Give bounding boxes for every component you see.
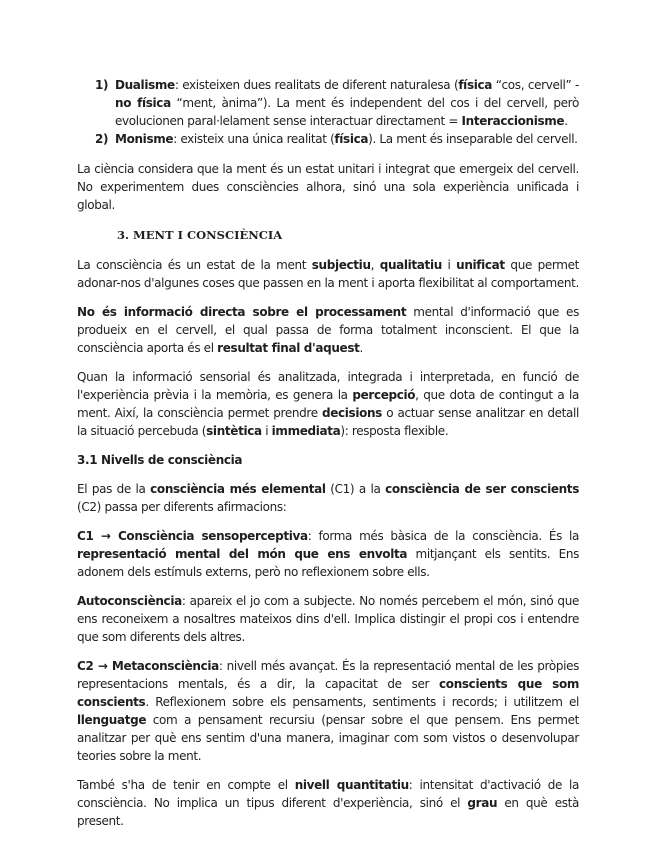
bold-text: grau <box>467 796 498 810</box>
text: i <box>261 424 272 438</box>
theories-list <box>77 76 579 148</box>
list-item-dualisme <box>95 76 579 130</box>
list-item-monisme <box>95 130 579 148</box>
bold-text: conscients que som conscients <box>77 677 579 709</box>
bold-text: No és informació directa sobre el processament <box>77 305 407 319</box>
text: . <box>359 341 363 355</box>
subsection-title: 3.1 Nivells de consciència <box>77 453 243 467</box>
bold-text: llenguatge <box>77 713 147 727</box>
text: El pas de la <box>77 482 151 496</box>
text: : apareix el jo com a subjecte. No només percebem el món, sinó que ens reconeixem a nosaltres mateixos dins d'ell. Implica distingir el propi cos i entendre que som diferents dels altres. <box>77 594 579 644</box>
bold-text: C1 → Consciència sensoperceptiva <box>77 529 308 543</box>
text: : existeix una única realitat ( <box>173 132 335 146</box>
paragraph <box>77 368 579 440</box>
bold-text: immediata <box>271 424 341 438</box>
text: : nivell més avançat. És la representació mental de les pròpies representacions mentals, és a dir, la capacitat de ser <box>77 659 579 691</box>
bold-text: física <box>334 132 369 146</box>
bold-text: sintètica <box>206 424 262 438</box>
intro-paragraph: La ciència considera que la ment és un estat unitari i integrat que emergeix del cervell. No experimentem dues consciències alhora, sinó una sola experiència unificada i global. <box>77 162 579 212</box>
text: : existeixen dues realitats de diferent naturalesa ( <box>174 78 459 92</box>
text: o actuar sense analitzar en detall la situació percebuda ( <box>77 406 580 438</box>
bold-text: Interaccionisme <box>461 114 565 128</box>
bold-text: física <box>458 78 493 92</box>
bold-text: decisions <box>321 406 382 420</box>
text: , <box>370 258 380 272</box>
paragraph-c1 <box>77 527 579 581</box>
text: mental d'informació que es produeix en el cervell, el qual passa de forma totalment inconscient. El que la consciència aporta és el <box>77 305 579 355</box>
text: “ment, ànima”). La ment és independent del cos i del cervell, però evolucionen paral·lelament sense interactuar directament = <box>115 96 579 128</box>
text: ). La ment és inseparable del cervell. <box>368 132 578 146</box>
paragraph <box>77 256 579 292</box>
text: , que dota de contingut a la ment. Així, la consciència permet prendre <box>77 388 580 420</box>
bold-text: representació mental del món que ens envolta <box>77 547 408 561</box>
text: . <box>564 114 568 128</box>
list-number: 1) <box>95 78 109 92</box>
text: També s'ha de tenir en compte el <box>77 778 295 792</box>
paragraph-c2 <box>77 657 579 765</box>
bold-text: C2 → Metaconsciència <box>77 659 219 673</box>
bold-text: no física <box>115 96 171 110</box>
bold-text: Autoconsciència <box>77 594 182 608</box>
paragraph <box>77 480 579 516</box>
text: (C1) a la <box>325 482 386 496</box>
bold-text: resultat final d'aquest <box>217 341 360 355</box>
paragraph-autoconsciencia <box>77 592 579 646</box>
text: ): resposta flexible. <box>340 424 449 438</box>
bold-text: qualitatiu <box>379 258 442 272</box>
text: La consciència és un estat de la ment <box>77 258 312 272</box>
bold-text: nivell quantitatiu <box>294 778 409 792</box>
section-title: 3. MENT I CONSCIÈNCIA <box>117 228 283 242</box>
text: Quan la informació sensorial és analitzada, integrada i interpretada, en funció de l'experiència prèvia i la memòria, es genera la <box>77 370 579 402</box>
text: i <box>441 258 457 272</box>
text: : forma més bàsica de la consciència. És la <box>307 529 580 543</box>
list-number: 2) <box>95 132 109 146</box>
term-monisme: Monisme <box>115 132 174 146</box>
text: mitjançant els sentits. Ens adonem dels estímuls externs, però no reflexionem sobre ells. <box>77 547 580 579</box>
text: : intensitat d'activació de la consciència. No implica un tipus diferent d'experiència, sinó el <box>77 778 579 810</box>
text: en què està present. <box>77 796 579 828</box>
paragraph-final <box>77 776 579 830</box>
bold-text: unificat <box>456 258 505 272</box>
bold-text: consciència de ser conscients <box>385 482 579 496</box>
term-dualisme: Dualisme <box>115 78 175 92</box>
text: (C2) passa per diferents afirmacions: <box>77 500 287 514</box>
paragraph <box>77 303 579 357</box>
bold-text: subjectiu <box>311 258 371 272</box>
text: com a pensament recursiu (pensar sobre el que pensem. Ens permet analitzar per què ens sentim d'una manera, imaginar com som vistos o desenvolupar teories sobre la ment. <box>77 713 579 763</box>
text: que permet adonar-nos d'algunes coses que passen en la ment i aporta flexibilitat al comportament. <box>77 258 579 290</box>
text: “cos, cervell” - <box>492 78 579 92</box>
bold-text: consciència més elemental <box>150 482 326 496</box>
text: . Reflexionem sobre els pensaments, sentiments i records; i utilitzem el <box>145 695 579 709</box>
bold-text: percepció <box>352 388 416 402</box>
